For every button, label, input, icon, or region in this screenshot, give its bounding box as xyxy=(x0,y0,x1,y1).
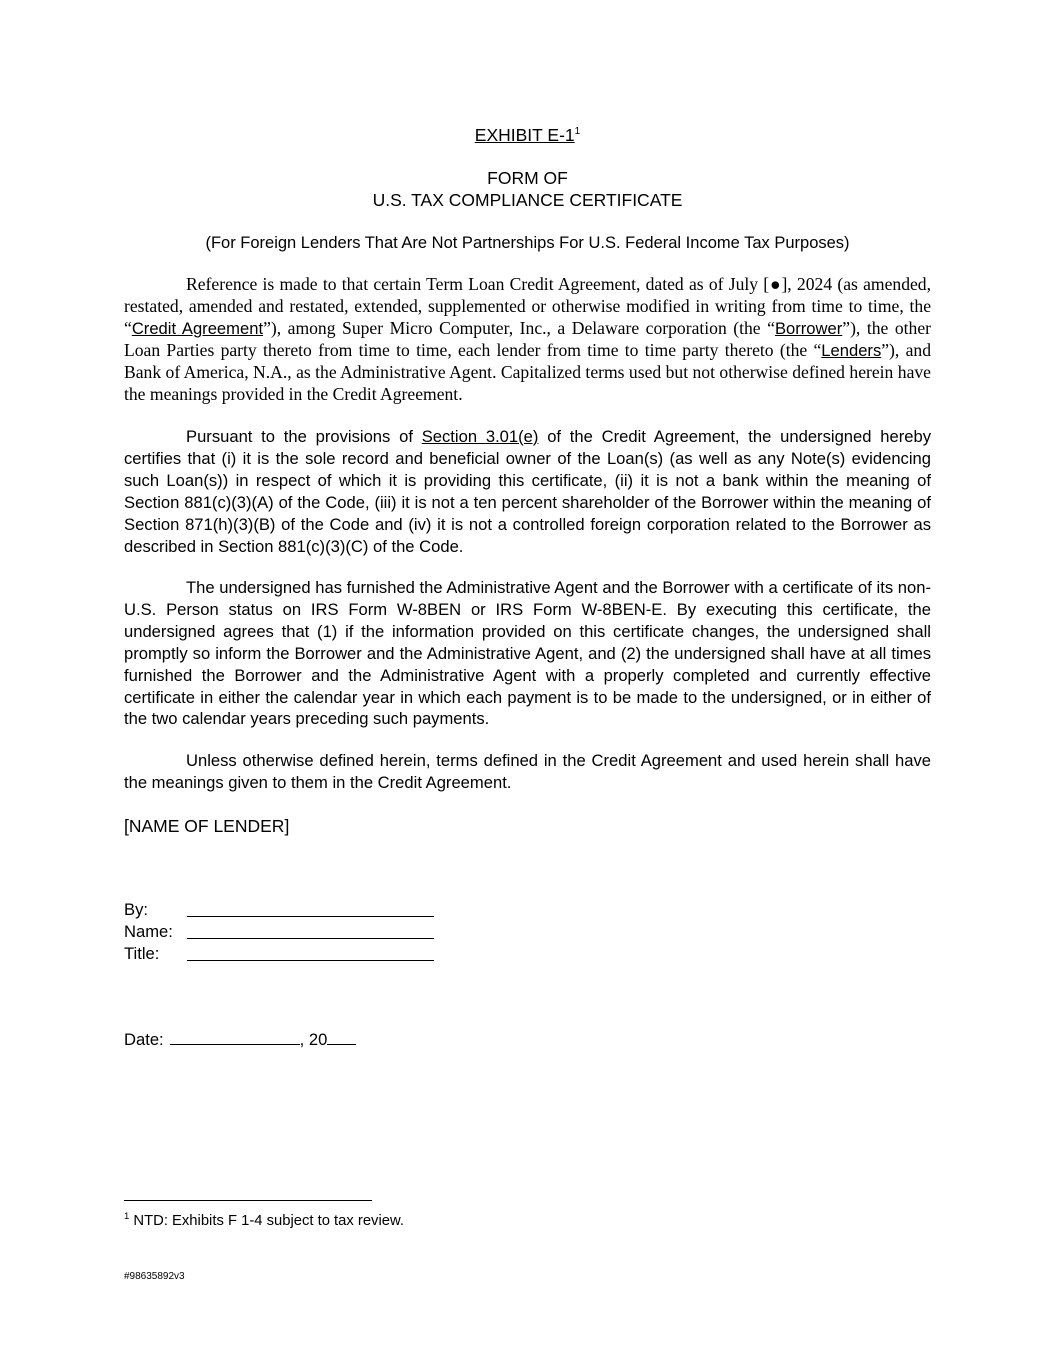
lender-name-placeholder: [NAME OF LENDER] xyxy=(124,816,290,836)
name-signature-line[interactable] xyxy=(187,938,434,939)
by-signature-line[interactable] xyxy=(187,916,434,917)
section-reference: Section 3.01(e) xyxy=(421,427,539,446)
date-label: Date: xyxy=(124,1030,164,1049)
signature-name-row xyxy=(124,921,444,943)
footnote-text: NTD: Exhibits F 1-4 subject to tax review. xyxy=(129,1213,404,1229)
reference-paragraph xyxy=(124,274,931,405)
certificate-title: U.S. TAX COMPLIANCE CERTIFICATE xyxy=(372,190,683,210)
furnished-text: The undersigned has furnished the Administrative Agent and the Borrower with a certificate of its non-U.S. Person status on IRS Form W-8BEN or IRS Form W-8BEN-E. By executing this certificate, the undersigned agrees that (1) if the information provided on this certificate changes, the undersigned shall promptly so inform the Borrower and the Administrative Agent, and (2) the undersigned shall have at all times furnished the Borrower and the Administrative Agent with a properly completed and currently effective certificate in either the calendar year in which each payment is to be made to the undersigned, or in either of the two calendar years preceding such payments. xyxy=(124,578,931,729)
defined-term-lenders: Lenders xyxy=(821,340,882,360)
footnote-number: 1 xyxy=(124,1211,130,1222)
date-blank[interactable] xyxy=(170,1028,300,1045)
certification-text-2: of the Credit Agreement, the undersigned hereby certifies that (i) it is the sole record and beneficial owner of the Loan(s) (as well as any Note(s) evidencing such Loan(s)) in respect of which it is providing this certificate, (ii) it is not a bank within the meaning of Section 881(c)(3)(A) of the Code, (iii) it is not a ten percent shareholder of the Borrower within the meaning of Section 871(h)(3)(B) of the Code and (iv) it is not a controlled foreign corporation related to the Borrower as described in Section 881(c)(3)(C) of the Code. xyxy=(124,427,931,556)
reference-text-1: Reference is made to that certain Term Loan Credit Agreement, dated as of July [●], 2024 (as amended, restated, amended and restated, extended, supplemented or otherwise modified in writing from time to time, the “ xyxy=(124,274,931,338)
date-year-prefix: , 20 xyxy=(299,1030,328,1049)
certification-paragraph xyxy=(124,426,931,557)
name-label: Name: xyxy=(124,922,173,941)
form-of-heading: FORM OF xyxy=(487,168,568,188)
furnished-paragraph xyxy=(124,577,931,730)
by-label: By: xyxy=(124,900,148,919)
footnote-divider xyxy=(124,1200,372,1201)
exhibit-heading: EXHIBIT $E-1^1$ xyxy=(474,125,581,145)
signature-title-row xyxy=(124,943,444,965)
definitions-paragraph xyxy=(124,750,931,794)
reference-text-4: ”), and Bank of America, N.A., as the Administrative Agent. Capitalized terms used but not otherwise defined herein have the meanings provided in the Credit Agreement. xyxy=(124,339,931,404)
certification-text-1: Pursuant to the provisions of xyxy=(186,427,422,446)
document-id: #98635892v3 xyxy=(124,1271,185,1282)
footnote xyxy=(124,1211,404,1231)
defined-term-borrower: Borrower xyxy=(774,318,843,338)
certificate-subtitle: (For Foreign Lenders That Are Not Partnerships For U.S. Federal Income Tax Purposes) xyxy=(205,234,850,252)
title-signature-line[interactable] xyxy=(187,960,434,961)
reference-text-2: ”), among Super Micro Computer, Inc., a Delaware corporation (the “ xyxy=(263,317,775,338)
defined-term-credit-agreement: Credit Agreement xyxy=(131,318,264,338)
definitions-text: Unless otherwise defined herein, terms defined in the Credit Agreement and used herein shall have the meanings given to them in the Credit Agreement. xyxy=(124,751,931,792)
date-row xyxy=(124,1028,356,1051)
title-label: Title: xyxy=(124,944,160,963)
reference-text-3: ”), the other Loan Parties party thereto from time to time, each lender from time to time party thereto (the “ xyxy=(124,317,931,360)
exhibit-label: EXHIBIT E-1 xyxy=(474,125,575,145)
signature-by-row xyxy=(124,899,444,921)
year-blank[interactable] xyxy=(327,1028,356,1045)
